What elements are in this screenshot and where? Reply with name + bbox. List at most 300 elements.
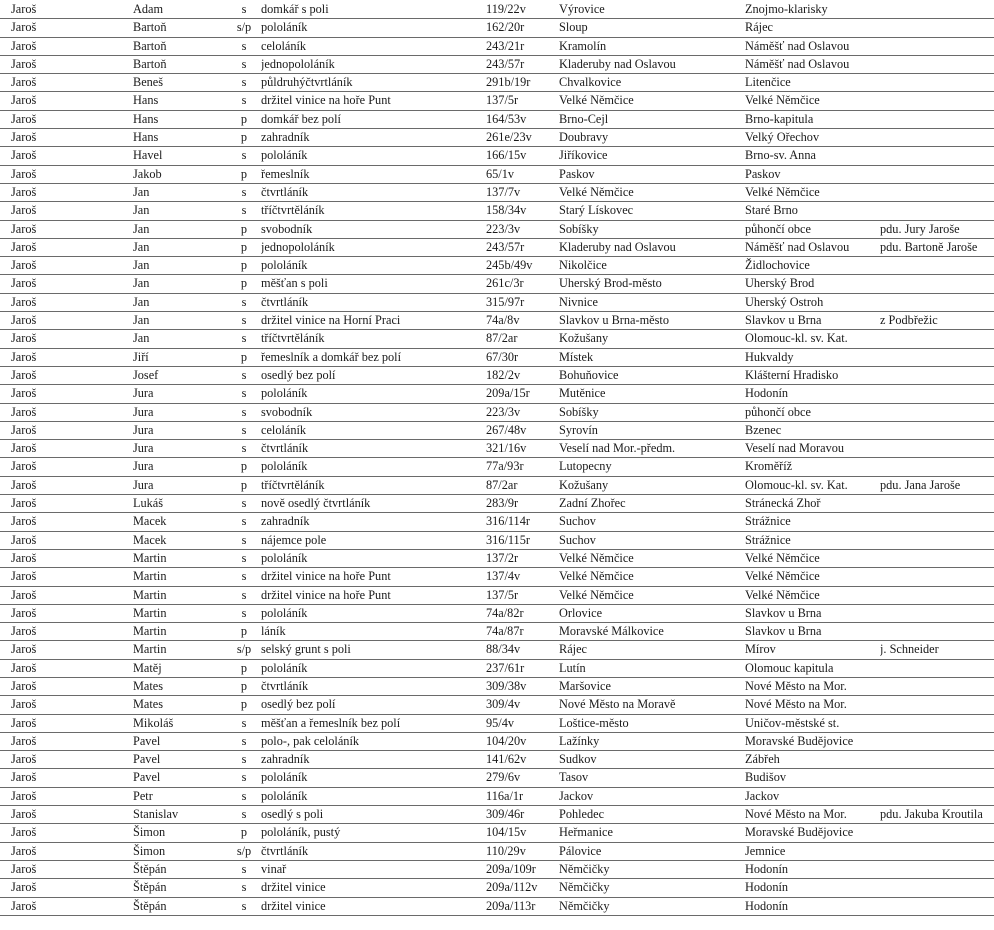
village-cell: Pohledec <box>559 807 605 822</box>
first-name-cell: Jura <box>133 477 154 492</box>
occupation-cell: láník <box>261 624 286 639</box>
reference-cell: 87/2ar <box>486 331 518 346</box>
reference-cell: 315/97r <box>486 294 525 309</box>
domain-cell: půhončí obce <box>745 404 811 419</box>
village-cell: Heřmanice <box>559 825 613 840</box>
surname-cell: Jaroš <box>11 221 37 236</box>
first-name-cell: Štěpán <box>133 861 167 876</box>
occupation-cell: zahradník <box>261 514 310 529</box>
surname-cell: Jaroš <box>11 697 37 712</box>
first-name-cell: Bartoň <box>133 20 167 35</box>
first-name-cell: Jan <box>133 331 150 346</box>
occupation-cell: jednopololáník <box>261 56 335 71</box>
reference-cell: 74a/82r <box>486 605 524 620</box>
table-row <box>0 641 994 659</box>
table-row <box>0 367 994 385</box>
status-cell: s/p <box>236 20 252 35</box>
table-row <box>0 861 994 879</box>
status-cell: s <box>241 148 247 163</box>
first-name-cell: Havel <box>133 148 163 163</box>
domain-cell: Nové Město na Mor. <box>745 697 847 712</box>
first-name-cell: Hans <box>133 111 159 126</box>
village-cell: Maršovice <box>559 678 611 693</box>
status-cell: p <box>240 258 248 273</box>
occupation-cell: čtvrtláník <box>261 441 309 456</box>
domain-cell: Litenčice <box>745 75 791 90</box>
status-cell: p <box>240 221 248 236</box>
reference-cell: 209a/15r <box>486 386 530 401</box>
reference-cell: 158/34v <box>486 203 527 218</box>
occupation-cell: svobodník <box>261 404 313 419</box>
domain-cell: Moravské Budějovice <box>745 733 854 748</box>
status-cell: p <box>240 459 248 474</box>
status-cell: p <box>240 678 248 693</box>
occupation-cell: čtvrtláník <box>261 843 309 858</box>
domain-cell: Znojmo-klarisky <box>745 2 828 16</box>
first-name-cell: Martin <box>133 569 167 584</box>
first-name-cell: Hans <box>133 93 159 108</box>
occupation-cell: nájemce pole <box>261 532 327 547</box>
domain-cell: Velké Němčice <box>745 550 820 565</box>
table-row <box>0 147 994 165</box>
status-cell: s <box>241 770 247 785</box>
reference-cell: 321/16v <box>486 441 527 456</box>
table-row <box>0 824 994 842</box>
village-cell: Lutín <box>559 660 586 675</box>
surname-cell: Jaroš <box>11 258 37 273</box>
first-name-cell: Adam <box>133 2 164 16</box>
village-cell: Nivnice <box>559 294 598 309</box>
first-name-cell: Bartoň <box>133 56 167 71</box>
domain-cell: Mírov <box>745 642 776 657</box>
reference-cell: 309/4v <box>486 697 521 712</box>
reference-cell: 309/38v <box>486 678 527 693</box>
surname-cell: Jaroš <box>11 843 37 858</box>
table-row <box>0 349 994 367</box>
occupation-cell: tříčtvrtěláník <box>261 331 325 346</box>
first-name-cell: Pavel <box>133 733 161 748</box>
village-cell: Nikolčice <box>559 258 607 273</box>
domain-cell: Uničov-městské st. <box>745 715 840 730</box>
reference-cell: 316/115r <box>486 532 530 547</box>
occupation-cell: pololáník <box>261 386 308 401</box>
surname-cell: Jaroš <box>11 38 37 53</box>
village-cell: Velké Němčice <box>559 93 634 108</box>
table-row <box>0 660 994 678</box>
table-row <box>0 843 994 861</box>
surname-cell: Jaroš <box>11 496 37 511</box>
reference-cell: 137/5r <box>486 587 519 602</box>
surname-cell: Jaroš <box>11 93 37 108</box>
surname-cell: Jaroš <box>11 807 37 822</box>
surname-cell: Jaroš <box>11 569 37 584</box>
first-name-cell: Jura <box>133 404 154 419</box>
table-row <box>0 605 994 623</box>
note-cell: z Podbřežic <box>880 313 938 328</box>
status-cell: s/p <box>236 843 252 858</box>
reference-cell: 243/57r <box>486 56 525 71</box>
surname-cell: Jaroš <box>11 715 37 730</box>
village-cell: Velké Němčice <box>559 587 634 602</box>
occupation-cell: držitel vinice <box>261 880 326 895</box>
status-cell: s <box>241 203 247 218</box>
village-cell: Paskov <box>559 166 595 181</box>
status-cell: s <box>241 550 247 565</box>
status-cell: s <box>241 56 247 71</box>
table-row <box>0 92 994 110</box>
village-cell: Mutěnice <box>559 386 606 401</box>
surname-cell: Jaroš <box>11 75 37 90</box>
surname-cell: Jaroš <box>11 752 37 767</box>
note-cell: pdu. Bartoně Jaroše <box>880 239 978 254</box>
surname-cell: Jaroš <box>11 532 37 547</box>
occupation-cell: pololáník <box>261 770 308 785</box>
domain-cell: Velký Ořechov <box>745 130 820 145</box>
first-name-cell: Jura <box>133 441 154 456</box>
first-name-cell: Jan <box>133 239 150 254</box>
surname-cell: Jaroš <box>11 825 37 840</box>
surname-cell: Jaroš <box>11 441 37 456</box>
status-cell: s <box>241 294 247 309</box>
occupation-cell: tříčtvrtěláník <box>261 203 325 218</box>
table-row <box>0 568 994 586</box>
occupation-cell: pololáník <box>261 258 308 273</box>
domain-cell: Nové Město na Mor. <box>745 678 847 693</box>
first-name-cell: Jan <box>133 221 150 236</box>
table-row <box>0 696 994 714</box>
reference-cell: 267/48v <box>486 422 527 437</box>
surname-cell: Jaroš <box>11 660 37 675</box>
village-cell: Sobíšky <box>559 404 599 419</box>
domain-cell: Veselí nad Moravou <box>745 441 845 456</box>
occupation-cell: jednopololáník <box>261 239 335 254</box>
domain-cell: Kroměříž <box>745 459 793 474</box>
status-cell: s <box>241 2 247 16</box>
village-cell: Sobíšky <box>559 221 599 236</box>
domain-cell: Jemnice <box>745 843 786 858</box>
note-cell: pdu. Jakuba Kroutila <box>880 807 983 822</box>
occupation-cell: vinař <box>261 861 287 876</box>
domain-cell: Hukvaldy <box>745 349 794 364</box>
reference-cell: 137/7v <box>486 184 521 199</box>
reference-cell: 291b/19r <box>486 75 531 90</box>
reference-cell: 209a/113r <box>486 898 536 913</box>
reference-cell: 88/34v <box>486 642 521 657</box>
village-cell: Starý Lískovec <box>559 203 634 218</box>
table-row <box>0 330 994 348</box>
domain-cell: Klášterní Hradisko <box>745 367 839 382</box>
surname-cell: Jaroš <box>11 642 37 657</box>
table-row <box>0 587 994 605</box>
status-cell: s <box>241 898 247 913</box>
surname-cell: Jaroš <box>11 605 37 620</box>
note-cell: pdu. Jana Jaroše <box>880 477 961 492</box>
status-cell: s <box>241 733 247 748</box>
first-name-cell: Šimon <box>133 825 166 840</box>
domain-cell: Strážnice <box>745 532 791 547</box>
first-name-cell: Martin <box>133 550 167 565</box>
domain-cell: Hodonín <box>745 386 789 401</box>
surname-cell: Jaroš <box>11 550 37 565</box>
surname-cell: Jaroš <box>11 678 37 693</box>
domain-cell: Velké Němčice <box>745 587 820 602</box>
surname-cell: Jaroš <box>11 331 37 346</box>
occupation-cell: domkář s poli <box>261 2 329 16</box>
table-row <box>0 111 994 129</box>
village-cell: Velké Němčice <box>559 550 634 565</box>
surname-cell: Jaroš <box>11 587 37 602</box>
first-name-cell: Jan <box>133 294 150 309</box>
village-cell: Brno-Cejl <box>559 111 609 126</box>
table-row <box>0 19 994 37</box>
first-name-cell: Jan <box>133 184 150 199</box>
status-cell: p <box>240 660 248 675</box>
table-row <box>0 129 994 147</box>
status-cell: s <box>241 404 247 419</box>
table-row <box>0 495 994 513</box>
table-row <box>0 221 994 239</box>
table-row <box>0 879 994 897</box>
occupation-cell: řemeslník a domkář bez polí <box>261 349 402 364</box>
occupation-cell: osedlý s poli <box>261 807 324 822</box>
status-cell: s <box>241 93 247 108</box>
village-cell: Výrovice <box>559 2 605 16</box>
occupation-cell: tříčtvrtěláník <box>261 477 325 492</box>
first-name-cell: Martin <box>133 624 167 639</box>
surname-cell: Jaroš <box>11 184 37 199</box>
status-cell: s <box>241 514 247 529</box>
occupation-cell: zahradník <box>261 130 310 145</box>
domain-cell: Strážnice <box>745 514 791 529</box>
domain-cell: Náměšť nad Oslavou <box>745 239 850 254</box>
reference-cell: 166/15v <box>486 148 527 163</box>
first-name-cell: Jan <box>133 203 150 218</box>
status-cell: p <box>240 111 248 126</box>
surname-cell: Jaroš <box>11 514 37 529</box>
village-cell: Suchov <box>559 514 596 529</box>
occupation-cell: čtvrtláník <box>261 184 309 199</box>
first-name-cell: Jan <box>133 258 150 273</box>
village-cell: Němčičky <box>559 880 610 895</box>
status-cell: p <box>240 624 248 639</box>
village-cell: Jackov <box>559 788 594 803</box>
reference-cell: 119/22v <box>486 2 526 16</box>
reference-cell: 137/5r <box>486 93 519 108</box>
occupation-cell: pololáník <box>261 459 308 474</box>
status-cell: s <box>241 532 247 547</box>
reference-cell: 209a/109r <box>486 861 536 876</box>
village-cell: Veselí nad Mor.-předm. <box>559 441 676 456</box>
reference-cell: 223/3v <box>486 221 521 236</box>
village-cell: Orlovice <box>559 605 603 620</box>
table-row <box>0 422 994 440</box>
first-name-cell: Macek <box>133 532 167 547</box>
domain-cell: Bzenec <box>745 422 782 437</box>
status-cell: s <box>241 569 247 584</box>
reference-cell: 87/2ar <box>486 477 518 492</box>
village-cell: Chvalkovice <box>559 75 622 90</box>
first-name-cell: Štěpán <box>133 898 167 913</box>
status-cell: s <box>241 715 247 730</box>
note-cell: pdu. Jury Jaroše <box>880 221 960 236</box>
surname-cell: Jaroš <box>11 349 37 364</box>
status-cell: p <box>240 239 248 254</box>
reference-cell: 77a/93r <box>486 459 524 474</box>
table-row <box>0 239 994 257</box>
surname-cell: Jaroš <box>11 386 37 401</box>
village-cell: Jiříkovice <box>559 148 608 163</box>
table-row <box>0 38 994 56</box>
surname-cell: Jaroš <box>11 20 37 35</box>
domain-cell: Velké Němčice <box>745 569 820 584</box>
reference-cell: 283/9r <box>486 496 519 511</box>
surname-cell: Jaroš <box>11 477 37 492</box>
reference-cell: 65/1v <box>486 166 515 181</box>
records-table <box>0 1 994 916</box>
surname-cell: Jaroš <box>11 733 37 748</box>
occupation-cell: zahradník <box>261 752 310 767</box>
reference-cell: 261e/23v <box>486 130 532 145</box>
occupation-cell: selský grunt s poli <box>261 642 351 657</box>
table-row <box>0 806 994 824</box>
first-name-cell: Mates <box>133 697 164 712</box>
occupation-cell: domkář bez polí <box>261 111 341 126</box>
surname-cell: Jaroš <box>11 294 37 309</box>
first-name-cell: Jan <box>133 313 150 328</box>
table-row <box>0 532 994 550</box>
village-cell: Tasov <box>559 770 589 785</box>
domain-cell: Náměšť nad Oslavou <box>745 38 850 53</box>
domain-cell: Olomouc-kl. sv. Kat. <box>745 331 848 346</box>
occupation-cell: svobodník <box>261 221 313 236</box>
first-name-cell: Jakob <box>133 166 162 181</box>
occupation-cell: čtvrtláník <box>261 678 309 693</box>
village-cell: Moravské Málkovice <box>559 624 664 639</box>
table-row <box>0 550 994 568</box>
surname-cell: Jaroš <box>11 203 37 218</box>
table-row <box>0 74 994 92</box>
village-cell: Uherský Brod-město <box>559 276 662 291</box>
first-name-cell: Martin <box>133 605 167 620</box>
occupation-cell: pololáník <box>261 550 308 565</box>
first-name-cell: Jiří <box>133 349 149 364</box>
surname-cell: Jaroš <box>11 770 37 785</box>
domain-cell: Hodonín <box>745 880 789 895</box>
first-name-cell: Jura <box>133 459 154 474</box>
first-name-cell: Pavel <box>133 770 161 785</box>
domain-cell: Nové Město na Mor. <box>745 807 847 822</box>
village-cell: Suchov <box>559 532 596 547</box>
village-cell: Velké Němčice <box>559 569 634 584</box>
occupation-cell: celoláník <box>261 38 307 53</box>
table-row <box>0 769 994 787</box>
first-name-cell: Petr <box>133 788 153 803</box>
first-name-cell: Martin <box>133 642 167 657</box>
domain-cell: Jackov <box>745 788 780 803</box>
table-row <box>0 788 994 806</box>
occupation-cell: pololáník <box>261 605 308 620</box>
surname-cell: Jaroš <box>11 404 37 419</box>
occupation-cell: držitel vinice na hoře Punt <box>261 93 391 108</box>
surname-cell: Jaroš <box>11 166 37 181</box>
domain-cell: Staré Brno <box>745 203 798 218</box>
village-cell: Kladeruby nad Oslavou <box>559 56 676 71</box>
village-cell: Rájec <box>559 642 587 657</box>
domain-cell: Rájec <box>745 20 773 35</box>
occupation-cell: pololáník, pustý <box>261 825 341 840</box>
status-cell: s <box>241 807 247 822</box>
surname-cell: Jaroš <box>11 313 37 328</box>
table-row <box>0 385 994 403</box>
status-cell: p <box>240 697 248 712</box>
status-cell: p <box>240 130 248 145</box>
domain-cell: Židlochovice <box>745 258 810 273</box>
table-row <box>0 56 994 74</box>
surname-cell: Jaroš <box>11 367 37 382</box>
status-cell: s <box>241 587 247 602</box>
table-row <box>0 202 994 220</box>
status-cell: s <box>241 752 247 767</box>
status-cell: s <box>241 38 247 53</box>
surname-cell: Jaroš <box>11 788 37 803</box>
first-name-cell: Štěpán <box>133 880 167 895</box>
status-cell: s <box>241 441 247 456</box>
first-name-cell: Josef <box>133 367 159 382</box>
occupation-cell: osedlý bez polí <box>261 367 336 382</box>
domain-cell: Moravské Budějovice <box>745 825 854 840</box>
reference-cell: 316/114r <box>486 514 530 529</box>
domain-cell: Hodonín <box>745 861 789 876</box>
status-cell: s <box>241 313 247 328</box>
occupation-cell: držitel vinice na hoře Punt <box>261 569 391 584</box>
occupation-cell: pololáník <box>261 788 308 803</box>
occupation-cell: nově osedlý čtvrtláník <box>261 496 371 511</box>
domain-cell: Hodonín <box>745 898 789 913</box>
surname-cell: Jaroš <box>11 111 37 126</box>
occupation-cell: osedlý bez polí <box>261 697 336 712</box>
domain-cell: Budišov <box>745 770 786 785</box>
village-cell: Doubravy <box>559 130 609 145</box>
occupation-cell: řemeslník <box>261 166 310 181</box>
reference-cell: 243/21r <box>486 38 525 53</box>
reference-cell: 67/30r <box>486 349 519 364</box>
village-cell: Nové Město na Moravě <box>559 697 676 712</box>
status-cell: p <box>240 166 248 181</box>
table-row <box>0 678 994 696</box>
first-name-cell: Beneš <box>133 75 164 90</box>
reference-cell: 95/4v <box>486 715 515 730</box>
village-cell: Velké Němčice <box>559 184 634 199</box>
surname-cell: Jaroš <box>11 861 37 876</box>
surname-cell: Jaroš <box>11 2 37 16</box>
village-cell: Pálovice <box>559 843 602 858</box>
domain-cell: Slavkov u Brna <box>745 624 822 639</box>
village-cell: Kladeruby nad Oslavou <box>559 239 676 254</box>
occupation-cell: držitel vinice <box>261 898 326 913</box>
surname-cell: Jaroš <box>11 276 37 291</box>
status-cell: s <box>241 788 247 803</box>
table-row <box>0 898 994 916</box>
village-cell: Lažínky <box>559 733 600 748</box>
occupation-cell: půldruhýčtvrtláník <box>261 75 353 90</box>
reference-cell: 182/2v <box>486 367 521 382</box>
status-cell: s <box>241 331 247 346</box>
domain-cell: Slavkov u Brna <box>745 605 822 620</box>
status-cell: s <box>241 367 247 382</box>
reference-cell: 309/46r <box>486 807 525 822</box>
reference-cell: 137/2r <box>486 550 519 565</box>
first-name-cell: Macek <box>133 514 167 529</box>
